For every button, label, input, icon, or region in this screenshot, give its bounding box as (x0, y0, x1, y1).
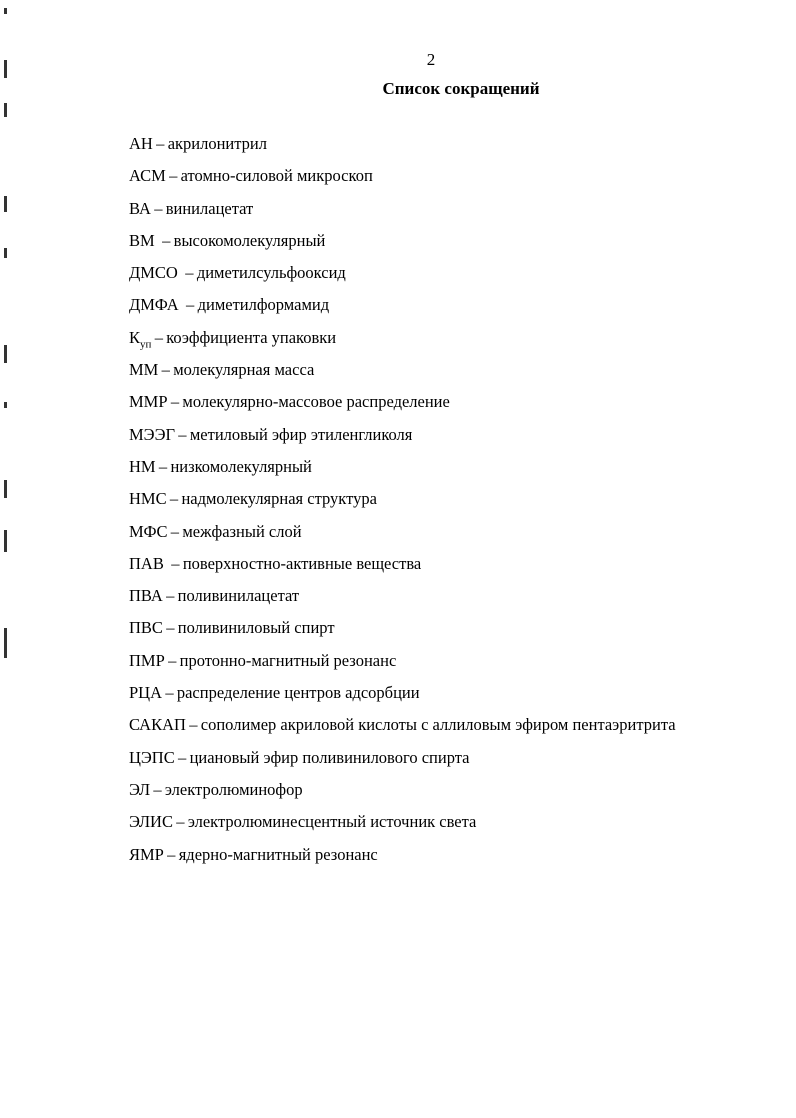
separator: – (166, 586, 175, 606)
list-item (129, 811, 676, 843)
definition: поливинилацетат (177, 586, 300, 606)
separator: – (176, 812, 185, 832)
list-item (129, 391, 676, 423)
abbreviation: ЯМР (129, 844, 164, 864)
abbreviation: РЦА (129, 683, 163, 703)
separator: – (185, 263, 194, 283)
separator: – (158, 456, 168, 476)
definition: поверхностно-активные вещества (182, 553, 422, 573)
abbreviation-subscript: уп (140, 338, 152, 351)
abbreviation: САКАП (129, 715, 186, 735)
separator: – (171, 553, 180, 573)
list-item (129, 682, 676, 714)
abbreviation: АН (129, 134, 153, 153)
separator: – (169, 489, 179, 509)
list-item (129, 456, 676, 488)
abbreviation: АСМ (129, 166, 166, 186)
definition: циановый эфир поливинилового спирта (189, 747, 470, 767)
list-item (129, 230, 676, 262)
list-item (129, 165, 676, 197)
abbreviation: МФС (129, 521, 168, 541)
abbreviation: ВА (129, 198, 151, 218)
separator: – (166, 618, 175, 638)
abbreviation: К (129, 327, 141, 347)
separator: – (168, 650, 177, 670)
separator: – (154, 198, 163, 218)
definition: ядерно-магнитный резонанс (178, 844, 378, 864)
separator: – (178, 747, 187, 767)
list-item (129, 424, 676, 456)
definition: низкомолекулярный (170, 456, 312, 476)
list-item (129, 327, 676, 359)
abbreviation: НМ (129, 456, 156, 476)
definition: атомно-силовой микроскоп (180, 166, 373, 186)
abbreviation: МЭЭГ (129, 424, 175, 444)
list-item (129, 294, 676, 326)
definition: электролюминесцентный источник света (187, 812, 477, 832)
definition: коэффициента упаковки (166, 327, 337, 347)
separator: – (178, 424, 187, 444)
definition: диметилформамид (197, 295, 330, 315)
abbreviation: ДМСО (129, 263, 182, 283)
definition: поливиниловый спирт (177, 618, 335, 638)
scan-margin-noise (0, 0, 14, 1118)
separator: – (153, 779, 162, 799)
list-item (129, 521, 676, 553)
abbreviation: ПВС (129, 618, 163, 638)
abbreviation: НМС (129, 489, 167, 509)
definition: высокомолекулярный (173, 230, 326, 250)
definition: молекулярная масса (173, 360, 315, 380)
list-item (129, 359, 676, 391)
abbreviation: ЭЛ (129, 779, 151, 799)
abbreviation: ПВА (129, 586, 163, 606)
definition: надмолекулярная структура (181, 489, 377, 509)
definition: сополимер акриловой кислоты с аллиловым эфиром пентаэритрита (200, 715, 676, 735)
abbreviation: ЭЛИС (129, 812, 173, 832)
page-number: 2 (426, 50, 436, 69)
separator: – (167, 844, 176, 864)
definition: межфазный слой (182, 521, 302, 541)
separator: – (161, 360, 170, 380)
definition: молекулярно-массовое распределение (182, 392, 450, 412)
separator: – (165, 683, 174, 703)
definition: электролюминофор (164, 779, 303, 799)
abbreviation-list (129, 133, 676, 876)
abbreviation: ПАВ (129, 553, 168, 573)
list-item (129, 133, 676, 165)
list-item (129, 650, 676, 682)
list-item (129, 585, 676, 617)
list-item (129, 553, 676, 585)
abbreviation: ВМ (129, 230, 159, 250)
separator: – (170, 392, 180, 412)
separator: – (156, 134, 165, 153)
separator: – (154, 327, 163, 347)
definition: метиловый эфир этиленгликоля (189, 424, 413, 444)
list-item (129, 617, 676, 649)
list-item (129, 198, 676, 230)
list-item (129, 262, 676, 294)
separator: – (186, 295, 195, 315)
list-item (129, 747, 676, 779)
list-item (129, 714, 676, 746)
separator: – (170, 521, 180, 541)
separator: – (189, 715, 198, 735)
abbreviation: ММ (129, 360, 159, 380)
definition: акрилонитрил (167, 134, 267, 153)
definition: протонно-магнитный резонанс (179, 650, 397, 670)
separator: – (169, 166, 178, 186)
list-item (129, 488, 676, 520)
separator: – (162, 230, 171, 250)
page-title: Список сокращений (382, 79, 540, 98)
list-item (129, 779, 676, 811)
abbreviation: ЦЭПС (129, 747, 175, 767)
abbreviation: ДМФА (129, 295, 183, 315)
abbreviation: ММР (129, 392, 168, 412)
definition: винилацетат (165, 198, 254, 218)
abbreviation: ПМР (129, 650, 165, 670)
list-item (129, 844, 676, 876)
definition: распределение центров адсорбции (176, 683, 420, 703)
definition: диметилсульфооксид (196, 263, 346, 283)
